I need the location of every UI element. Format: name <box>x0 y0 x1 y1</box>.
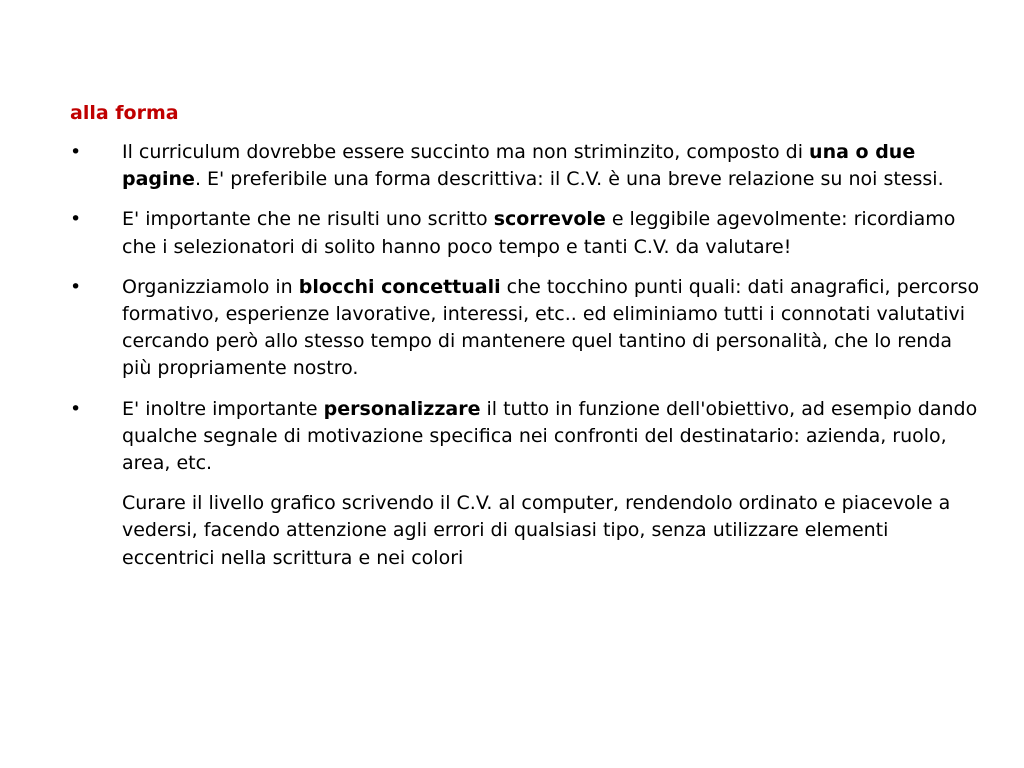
bullet-item-1 <box>70 139 980 193</box>
bullet-dot-icon: • <box>70 275 82 298</box>
bullet-text-before: E' inoltre importante <box>122 397 324 420</box>
bullet-dot-icon: • <box>70 141 82 163</box>
bullet-dot-icon: • <box>70 208 82 231</box>
closing-paragraph: Curare il livello grafico scrivendo il C.V. al computer, rendendolo ordinato e piacevole a vedersi, facendo attenzione agli errori di qualsiasi tipo, senza utilizzare elementi eccentrici nella scrittura e nei colori <box>122 492 951 569</box>
bullet-text-bold: scorrevole <box>493 208 606 231</box>
bullet-item-2 <box>70 206 980 260</box>
bullet-text-after: . E' preferibile una forma descrittiva: il C.V. è una breve relazione su noi stessi. <box>194 168 944 191</box>
bullet-item-3 <box>70 274 980 383</box>
bullet-text-after: e leggibile agevolmente: ricordiamo che i selezionatori di solito hanno poco tempo e tanti C.V. da valutare! <box>122 208 956 258</box>
bullet-text-before: E' importante che ne risulti uno scritto <box>122 208 494 231</box>
bullet-dot-icon: • <box>70 397 82 420</box>
bullet-item-4 <box>70 396 980 478</box>
bullet-text-before: Il curriculum dovrebbe essere succinto ma non striminzito, composto di <box>122 141 810 163</box>
slide-heading: alla forma <box>70 102 179 124</box>
bullet-text-before: Organizziamolo in <box>122 275 299 298</box>
bullet-list <box>70 139 980 572</box>
bullet-text-after: il tutto in funzione dell'obiettivo, ad esempio dando qualche segnale di motivazione specifica nei confronti del destinatario: azienda, ruolo, area, etc. <box>122 397 978 475</box>
bullet-text-bold: blocchi concettuali <box>298 275 501 298</box>
bullet-text-bold: una o due pagine <box>122 141 916 191</box>
bullet-text-bold: personalizzare <box>323 397 481 420</box>
bullet-text-after: che tocchino punti quali: dati anagrafici, percorso formativo, esperienze lavorative, interessi, etc.. ed eliminiamo tutti i connotati valutativi cercando però allo stesso tempo di mantenere quel tantino di personalità, che lo renda più propriamente nostro. <box>122 275 980 380</box>
